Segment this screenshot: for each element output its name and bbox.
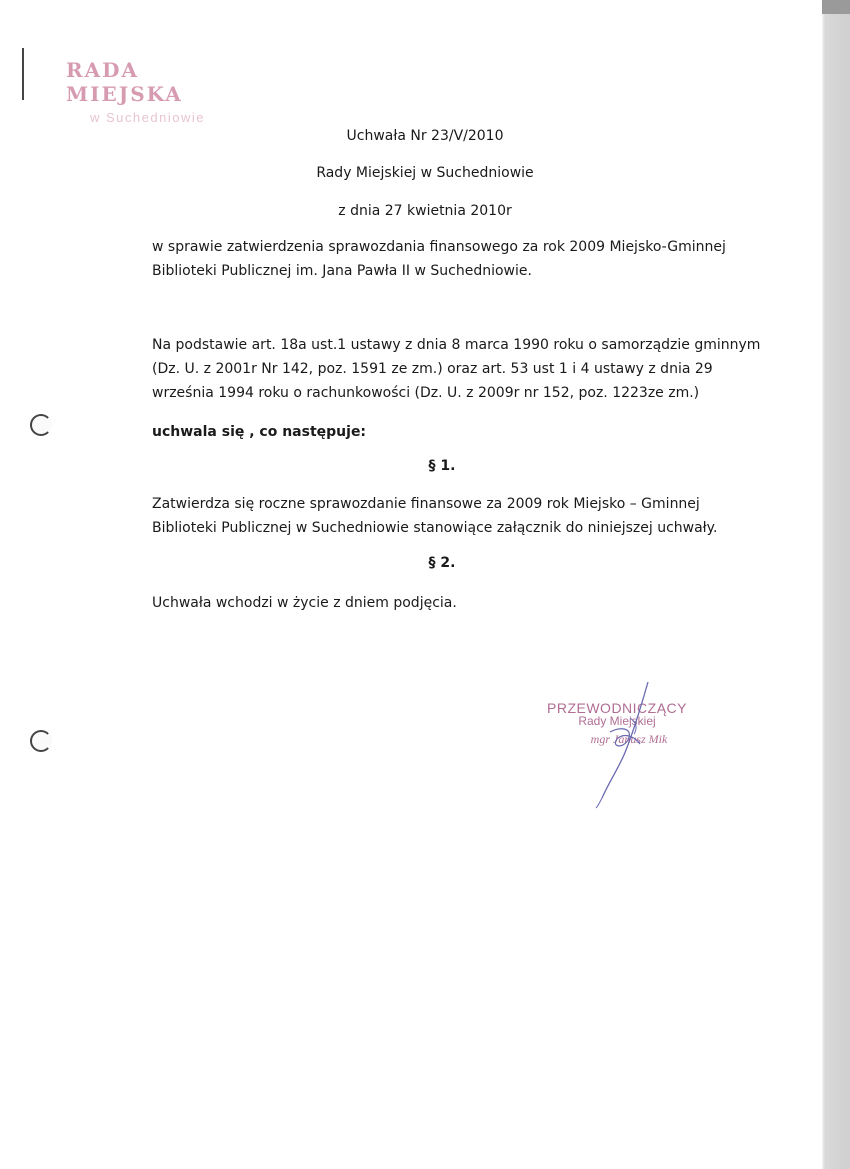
resolution-issuer: Rady Miejskiej w Suchedniowie [316,165,534,181]
chairman-stamp-name: mgr Janusz Mik [590,732,668,746]
resolves-clause: uchwala się , co następuje: [152,424,367,440]
section1-heading: § 1. [428,458,456,474]
punch-hole-icon [30,414,52,436]
council-stamp [66,58,256,125]
scan-edge-left [22,48,24,100]
handwritten-signature [580,680,670,810]
resolution-date: z dnia 27 kwietnia 2010r [338,203,512,219]
punch-hole-icon [30,730,52,752]
chairman-stamp-title: PRZEWODNICZĄCY [547,700,687,716]
resolution-subject [152,235,792,283]
subject-line: w sprawie zatwierdzenia sprawozdania finansowego za rok 2009 Miejsko-Gminnej [152,239,726,255]
legal-basis-line: Na podstawie art. 18a ust.1 ustawy z dnia 8 marca 1990 roku o samorządzie gminnym [152,337,761,353]
section1-text [152,492,792,540]
section2-heading: § 2. [428,555,456,571]
legal-basis [152,333,792,405]
section1-line: Zatwierdza się roczne sprawozdanie finansowe za 2009 rok Miejsko – Gminnej [152,496,700,512]
legal-basis-line: (Dz. U. z 2001r Nr 142, poz. 1591 ze zm.) oraz art. 53 ust 1 i 4 ustawy z dnia 29 [152,361,713,377]
subject-line: Biblioteki Publicznej im. Jana Pawła II w Suchedniowie. [152,263,532,279]
council-stamp-line1: RADA MIEJSKA [66,58,183,106]
chairman-stamp-org: Rady Miejskiej [578,714,656,728]
section1-line: Biblioteki Publicznej w Suchedniowie stanowiące załącznik do niniejszej uchwały. [152,520,718,536]
legal-basis-line: września 1994 roku o rachunkowości (Dz. U. z 2009r nr 152, poz. 1223ze zm.) [152,385,700,401]
section2-text: Uchwała wchodzi w życie z dniem podjęcia. [152,595,457,611]
resolution-title: Uchwała Nr 23/V/2010 [346,128,504,144]
council-stamp-line2: w Suchedniowie [90,110,205,125]
scan-edge-corner [822,0,850,14]
